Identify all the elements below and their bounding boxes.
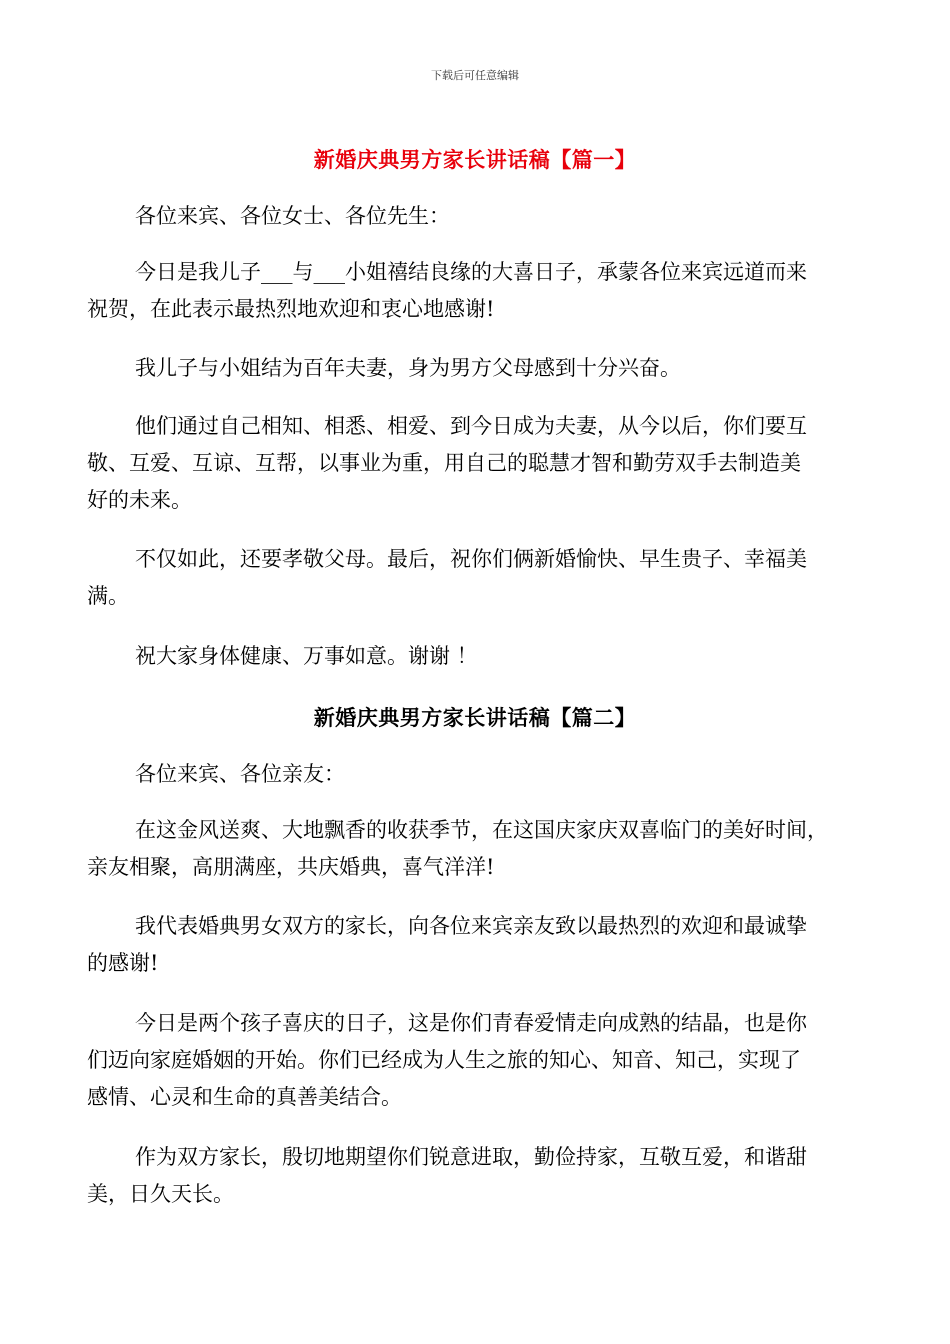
- s2-greeting: 各位来宾、各位亲友：: [135, 762, 345, 786]
- section2-title: 新婚庆典男方家长讲话稿【篇二】: [313, 705, 637, 730]
- section1-title: 新婚庆典男方家长讲话稿【篇一】: [313, 147, 637, 172]
- s1-paragraph-4: 不仅如此，还要孝敬父母。最后，祝你们俩新婚愉快、早生贵子、幸福美 满。: [87, 547, 807, 608]
- s2-paragraph-1: 在这金风送爽、大地飘香的收获季节，在这国庆家庆双喜临门的美好时间， 亲友相聚，高朋满座，共庆婚典，喜气洋洋!: [87, 818, 828, 879]
- s2-paragraph-3: 今日是两个孩子喜庆的日子，这是你们青春爱情走向成熟的结晶，也是你 们迈向家庭婚姻的开始。你们已经成为人生之旅的知心、知音、知己，实现了 感情、心灵和生命的真善美结合。: [87, 1011, 807, 1109]
- s1-greeting: 各位来宾、各位女士、各位先生：: [135, 204, 450, 228]
- s2-paragraph-4: 作为双方家长，殷切地期望你们锐意进取，勤俭持家，互敬互爱，和谐甜 美，日久天长。: [87, 1145, 807, 1206]
- s1-closing: 祝大家身体健康、万事如意。谢谢 ！: [135, 644, 478, 668]
- header-note: 下载后可任意编辑: [431, 69, 519, 82]
- s1-paragraph-1: 今日是我儿子___与___小姐禧结良缘的大喜日子，承蒙各位来宾远道而来 祝贺，在此表示最热烈地欢迎和衷心地感谢!: [87, 260, 807, 321]
- s1-paragraph-2: 我儿子与小姐结为百年夫妻，身为男方父母感到十分兴奋。: [135, 356, 681, 380]
- s1-paragraph-3: 他们通过自己相知、相悉、相爱、到今日成为夫妻，从今以后，你们要互 敬、互爱、互谅、互帮，以事业为重，用自己的聪慧才智和勤劳双手去制造美 好的未来。: [87, 414, 807, 512]
- s2-paragraph-2: 我代表婚典男女双方的家长，向各位来宾亲友致以最热烈的欢迎和最诚挚 的感谢!: [87, 914, 807, 975]
